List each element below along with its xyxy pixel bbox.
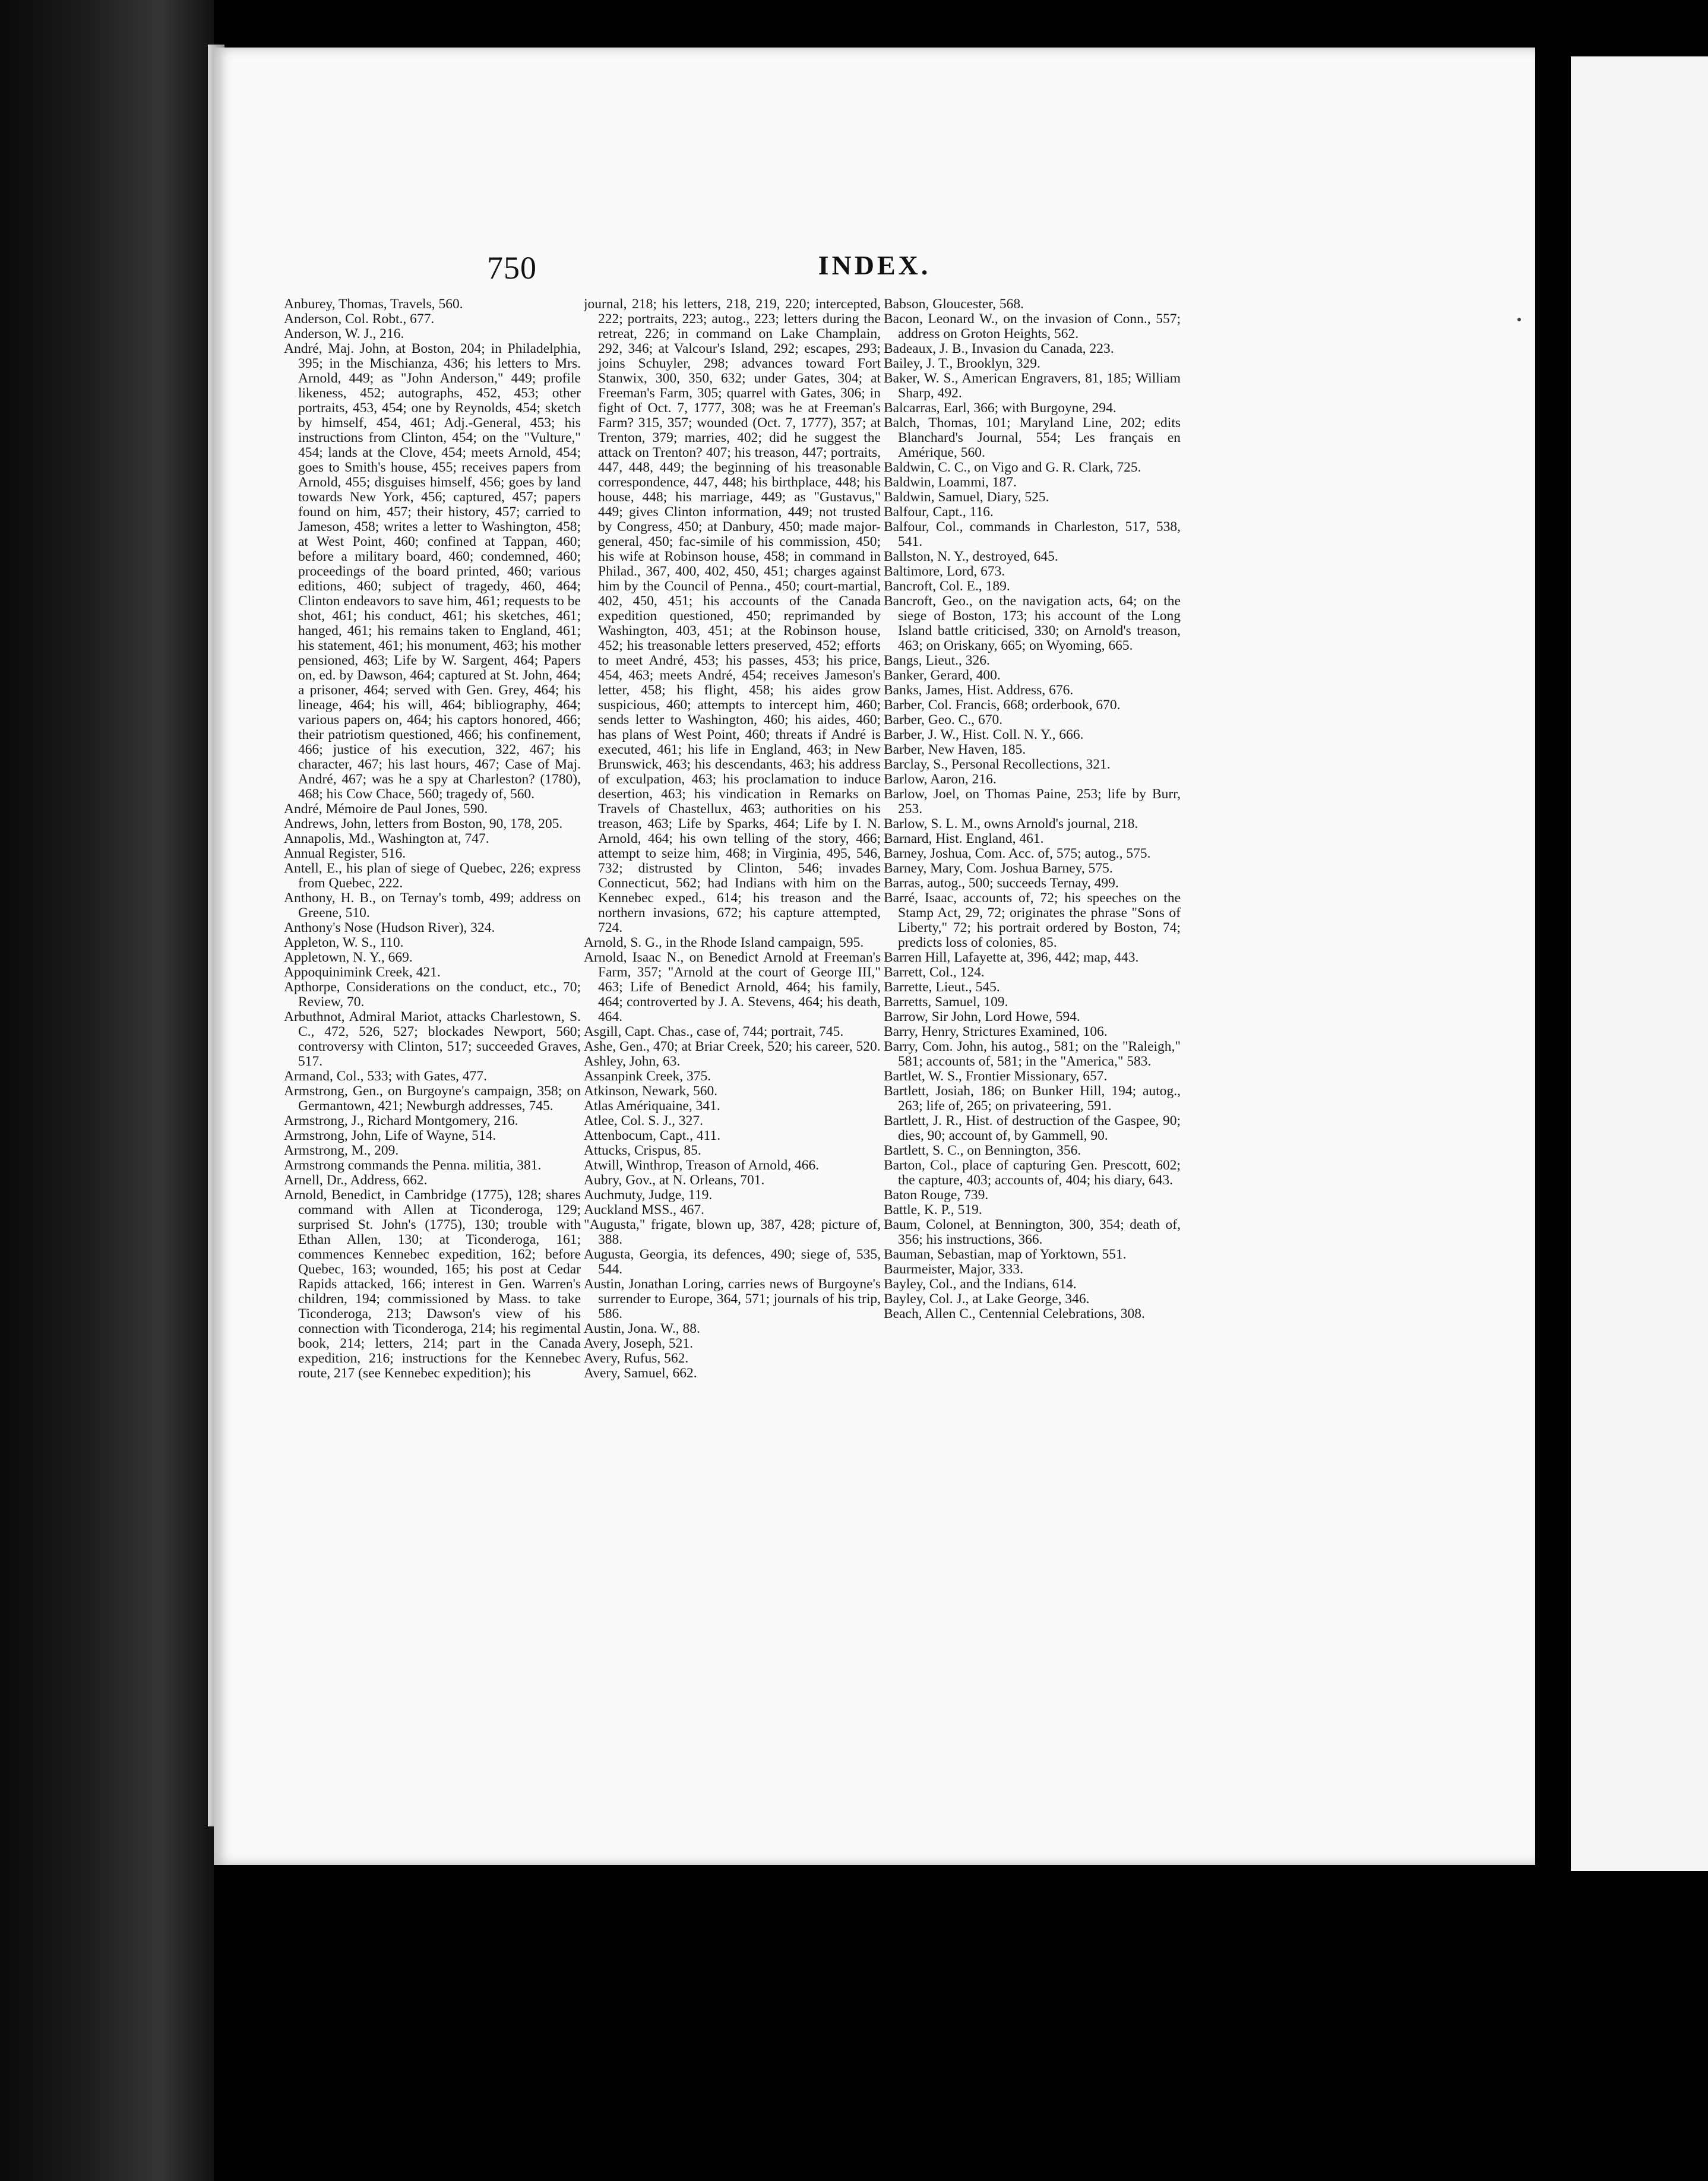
index-entry: Bauman, Sebastian, map of Yorktown, 551. xyxy=(884,1247,1127,1262)
index-entry: André, Mémoire de Paul Jones, 590. xyxy=(284,801,488,817)
index-entry: Attucks, Crispus, 85. xyxy=(584,1143,701,1158)
index-entry: Barber, Col. Francis, 668; orderbook, 670. xyxy=(884,697,1121,713)
index-entry: Bartlet, W. S., Frontier Missionary, 657. xyxy=(884,1069,1108,1084)
index-entry: Apthorpe, Considerations on the conduct, etc., 70; Review, 70. xyxy=(284,979,581,1010)
index-entry: Austin, Jona. W., 88. xyxy=(584,1321,700,1336)
index-entry: Baltimore, Lord, 673. xyxy=(884,564,1005,579)
index-entry: Balfour, Capt., 116. xyxy=(884,504,994,520)
index-entry: Appletown, N. Y., 669. xyxy=(284,950,413,965)
index-entry: Barton, Col., place of capturing Gen. Prescott, 602; the capture, 403; accounts of, 404; his diary, 643. xyxy=(884,1158,1181,1188)
index-entry: Atkinson, Newark, 560. xyxy=(584,1083,718,1099)
index-entry: Arnold, Isaac N., on Benedict Arnold at Freeman's Farm, 357; "Arnold at the court of George III," 463; Life of Benedict Arnold, 464; his family, 464; controverted by J. A. Stevens, 464; his death, 464. xyxy=(584,950,881,1025)
index-entry: Armstrong, Gen., on Burgoyne's campaign, 358; on Germantown, 421; Newburgh addresses, 745. xyxy=(284,1083,581,1114)
index-entry: Avery, Samuel, 662. xyxy=(584,1366,697,1381)
index-entry: Bailey, J. T., Brooklyn, 329. xyxy=(884,356,1040,371)
index-entry: Asgill, Capt. Chas., case of, 744; portrait, 745. xyxy=(584,1024,844,1039)
index-entry: Avery, Joseph, 521. xyxy=(584,1336,694,1351)
index-entry: Balfour, Col., commands in Charleston, 517, 538, 541. xyxy=(884,519,1181,549)
index-entry: Bayley, Col., and the Indians, 614. xyxy=(884,1276,1077,1292)
index-entry: Baum, Colonel, at Bennington, 300, 354; death of, 356; his instructions, 366. xyxy=(884,1217,1181,1247)
index-entry: Avery, Rufus, 562. xyxy=(584,1351,689,1366)
index-entry: Arnold, Benedict, in Cambridge (1775), 128; shares command with Allen at Ticonderoga, 129; surprised St. John's (1775), 130; trouble with Ethan Allen, 130; at Ticonderoga, 161; commences Kennebec expedition, 162; before Quebec, 163; wounded, 165; his post at Cedar Rapids attacked, 166; interest in Gen. Warren's children, 194; commissioned by Mass. to take Ticonderoga, 213; Dawson's view of his connection with Ticonderoga, 214; his regimental book, 214; letters, 214; part in the Canada expedition, 216; instructions for the Kennebec route, 217 (see Kennebec expedition); his xyxy=(284,1187,581,1381)
index-column-1 xyxy=(284,297,581,1794)
index-entry: Bangs, Lieut., 326. xyxy=(884,653,990,668)
index-entry: Antell, E., his plan of siege of Quebec, 226; express from Quebec, 222. xyxy=(284,861,581,891)
index-entry: Barney, Mary, Com. Joshua Barney, 575. xyxy=(884,861,1113,876)
index-entry: Appoquinimink Creek, 421. xyxy=(284,965,441,980)
index-entry: Armstrong commands the Penna. militia, 381. xyxy=(284,1158,542,1173)
ink-dot xyxy=(1517,318,1521,321)
index-entry: Baldwin, C. C., on Vigo and G. R. Clark, 725. xyxy=(884,460,1141,475)
index-entry: Atlee, Col. S. J., 327. xyxy=(584,1113,704,1129)
index-entry: Barry, Henry, Strictures Examined, 106. xyxy=(884,1024,1108,1039)
index-entry: Bancroft, Col. E., 189. xyxy=(884,579,1010,594)
index-entry: Augusta, Georgia, its defences, 490; siege of, 535, 544. xyxy=(584,1247,881,1277)
index-entry: Barren Hill, Lafayette at, 396, 442; map, 443. xyxy=(884,950,1139,965)
index-entry: Bartlett, S. C., on Bennington, 356. xyxy=(884,1143,1081,1158)
index-entry: Balcarras, Earl, 366; with Burgoyne, 294. xyxy=(884,400,1116,416)
book-gutter xyxy=(1535,48,1571,1889)
index-entry: Atlas Amériquaine, 341. xyxy=(584,1098,720,1114)
index-entry: Andrews, John, letters from Boston, 90, 178, 205. xyxy=(284,816,563,832)
index-entry: Babson, Gloucester, 568. xyxy=(884,297,1024,312)
index-entry: Barnard, Hist. England, 461. xyxy=(884,831,1044,846)
index-entry: Arnold, S. G., in the Rhode Island campaign, 595. xyxy=(584,935,864,950)
index-entry: Battle, K. P., 519. xyxy=(884,1202,982,1218)
scanner-binding-shadow xyxy=(0,0,214,2181)
index-entry: Assanpink Creek, 375. xyxy=(584,1069,711,1084)
index-entry: Ashe, Gen., 470; at Briar Creek, 520; his career, 520. xyxy=(584,1039,881,1054)
index-entry: Appleton, W. S., 110. xyxy=(284,935,404,950)
index-entry: Barrett, Col., 124. xyxy=(884,965,985,980)
index-entry: Barney, Joshua, Com. Acc. of, 575; autog., 575. xyxy=(884,846,1151,861)
index-entry: Barber, Geo. C., 670. xyxy=(884,712,1003,728)
index-entry: Auchmuty, Judge, 119. xyxy=(584,1187,713,1203)
index-entry: Armand, Col., 533; with Gates, 477. xyxy=(284,1069,488,1084)
index-entry: Annapolis, Md., Washington at, 747. xyxy=(284,831,489,846)
index-entry: Bayley, Col. J., at Lake George, 346. xyxy=(884,1291,1090,1307)
index-entry: Barlow, S. L. M., owns Arnold's journal, 218. xyxy=(884,816,1138,832)
index-entry: Arbuthnot, Admiral Mariot, attacks Charlestown, S. C., 472, 526, 527; blockades Newport, 560; controversy with Clinton, 517; succeeded Graves, 517. xyxy=(284,1009,581,1069)
index-entry: Barry, Com. John, his autog., 581; on the "Raleigh," 581; accounts of, 581; in the "America," 583. xyxy=(884,1039,1181,1069)
index-entry: Barber, J. W., Hist. Coll. N. Y., 666. xyxy=(884,727,1084,742)
index-entry: Barber, New Haven, 185. xyxy=(884,742,1026,757)
index-entry: Balch, Thomas, 101; Maryland Line, 202; edits Blanchard's Journal, 554; Les français en Amérique, 560. xyxy=(884,415,1181,460)
index-entry: Armstrong, J., Richard Montgomery, 216. xyxy=(284,1113,518,1129)
index-entry: Baurmeister, Major, 333. xyxy=(884,1262,1024,1277)
index-entry: Atwill, Winthrop, Treason of Arnold, 466. xyxy=(584,1158,820,1173)
index-entry: Barrow, Sir John, Lord Howe, 594. xyxy=(884,1009,1080,1025)
index-entry: Anburey, Thomas, Travels, 560. xyxy=(284,297,463,312)
index-entry: Banker, Gerard, 400. xyxy=(884,668,1001,683)
index-entry: Barlow, Aaron, 216. xyxy=(884,772,997,787)
index-entry: Armstrong, John, Life of Wayne, 514. xyxy=(284,1128,496,1143)
index-entry: "Augusta," frigate, blown up, 387, 428; picture of, 388. xyxy=(584,1217,881,1247)
index-entry: Beach, Allen C., Centennial Celebrations, 308. xyxy=(884,1306,1145,1322)
index-entry: Barrette, Lieut., 545. xyxy=(884,979,1000,995)
index-entry: Auckland MSS., 467. xyxy=(584,1202,705,1218)
index-entry: Anderson, W. J., 216. xyxy=(284,326,404,342)
index-entry: Ashley, John, 63. xyxy=(584,1054,681,1069)
index-entry: Austin, Jonathan Loring, carries news of Burgoyne's surrender to Europe, 364, 571; journals of his trip, 586. xyxy=(584,1276,881,1322)
index-entry: Baton Rouge, 739. xyxy=(884,1187,989,1203)
index-entry: Baker, W. S., American Engravers, 81, 185; William Sharp, 492. xyxy=(884,371,1181,401)
index-entry: Bancroft, Geo., on the navigation acts, 64; on the siege of Boston, 173; his account of the Long Island battle criticised, 330; on Arnold's treason, 463; on Oriskany, 665; on Wyoming, 665. xyxy=(884,593,1181,653)
index-entry: Bacon, Leonard W., on the invasion of Conn., 557; address on Groton Heights, 562. xyxy=(884,311,1181,342)
index-entry: Barlow, Joel, on Thomas Paine, 253; life by Burr, 253. xyxy=(884,786,1181,817)
index-column-2 xyxy=(584,297,881,1794)
index-entry: Anthony, H. B., on Ternay's tomb, 499; address on Greene, 510. xyxy=(284,890,581,921)
index-entry: Annual Register, 516. xyxy=(284,846,406,861)
index-entry: Armstrong, M., 209. xyxy=(284,1143,399,1158)
index-entry: Bartlett, Josiah, 186; on Bunker Hill, 194; autog., 263; life of, 265; on privateering, 591. xyxy=(884,1083,1181,1114)
page-number: 750 xyxy=(487,250,537,286)
index-entry: Barras, autog., 500; succeeds Ternay, 499. xyxy=(884,875,1119,891)
index-entry: Barretts, Samuel, 109. xyxy=(884,994,1008,1010)
index-entry: Arnell, Dr., Address, 662. xyxy=(284,1172,428,1188)
running-head: INDEX. xyxy=(818,250,931,280)
index-entry: Banks, James, Hist. Address, 676. xyxy=(884,682,1074,698)
index-entry: Bartlett, J. R., Hist. of destruction of the Gaspee, 90; dies, 90; account of, by Gammell, 90. xyxy=(884,1113,1181,1143)
index-entry: journal, 218; his letters, 218, 219, 220; intercepted, 222; portraits, 223; autog., 223; letters during the retreat, 226; in command on Lake Champlain, 292, 346; at Valcour's Island, 292; escapes, 293; joins Schuyler, 298; advances toward Fort Stanwix, 300, 350, 632; under Gates, 304; at Freeman's Farm, 305; quarrel with Gates, 306; in fight of Oct. 7, 1777, 308; was he at Freeman's Farm? 315, 357; wounded (Oct. 7, 1777), 357; at Trenton, 379; marries, 402; did he suggest the attack on Trenton? 407; his treason, 447; portraits, 447, 448, 449; the beginning of his treasonable correspondence, 447, 448; his birthplace, 448; his house, 448; his marriage, 449; as "Gustavus," 449; gives Clinton information, 449; not trusted by Congress, 450; at Danbury, 450; made major-general, 450; fac-simile of his commission, 450; his wife at Robinson house, 458; in command in Philad., 367, 400, 402, 450, 451; charges against him by the Council of Penna., 450; court-martial, 402, 450, 451; his accounts of the Canada expedition questioned, 450; reprimanded by Washington, 403, 451; at the Robinson house, 452; his treasonable letters preserved, 452; efforts to meet André, 453; his passes, 453; his price, 454, 463; meets André, 454; receives Jameson's letter, 458; his flight, 458; his aides grow suspicious, 460; attempts to intercept him, 460; sends letter to Washington, 460; his aides, 460; has plans of West Point, 460; threats if André is executed, 461; his life in England, 463; in New Brunswick, 463; his descendants, 463; his address of exculpation, 463; his proclamation to induce desertion, 463; his vindication in Remarks on Travels of Chastellux, 463; authorities on his treason, 463; Life by Sparks, 464; Life by I. N. Arnold, 464; his own telling of the story, 466; attempt to seize him, 468; in Virginia, 495, 546, 732; distrusted by Clinton, 546; invades Connecticut, 562; had Indians with him on the Kennebec exped., 614; his treason and the northern invasions, 672; his capture attempted, 724. xyxy=(584,297,881,935)
page-header xyxy=(214,249,1535,297)
facing-page xyxy=(1571,56,1708,1871)
index-column-3 xyxy=(884,297,1181,1794)
index-entry: Barré, Isaac, accounts of, 72; his speeches on the Stamp Act, 29, 72; originates the phrase "Sons of Liberty," 72; his portrait ordered by Boston, 74; predicts loss of colonies, 85. xyxy=(884,890,1181,950)
index-entry: Anthony's Nose (Hudson River), 324. xyxy=(284,920,495,935)
index-entry: Aubry, Gov., at N. Orleans, 701. xyxy=(584,1172,765,1188)
index-entry: André, Maj. John, at Boston, 204; in Philadelphia, 395; in the Mischianza, 436; his letters to Mrs. Arnold, 449; as "John Anderson," 449; profile likeness, 452; autographs, 452, 453; other portraits, 453, 454; one by Reynolds, 454; sketch by himself, 454, 461; Adj.-General, 453; his instructions from Clinton, 454; on the "Vulture," 454; lands at the Clove, 454; meets Arnold, 454; goes to Smith's house, 455; receives papers from Arnold, 455; disguises himself, 456; goes by land towards New York, 456; captured, 457; papers found on him, 457; their history, 457; carried to Jameson, 458; writes a letter to Washington, 458; at West Point, 460; confined at Tappan, 460; before a military board, 460; condemned, 460; proceedings of the board printed, 460; various editions, 460; subject of tragedy, 460, 464; Clinton endeavors to save him, 461; requests to be shot, 461; his conduct, 461; his sketches, 461; hanged, 461; his remains taken to England, 461; his statement, 461; his monument, 463; his mother pensioned, 463; Life by W. Sargent, 464; Papers on, ed. by Dawson, 464; captured at St. John, 464; a prisoner, 464; served with Gen. Grey, 464; his lineage, 464; his will, 464; bibliography, 464; various papers on, 464; his captors honored, 466; their patriotism questioned, 466; his confinement, 466; justice of his execution, 322, 467; his character, 467; his last hours, 467; Case of Maj. André, 467; was he a spy at Charleston? (1780), 468; his Cow Chace, 560; tragedy of, 560. xyxy=(284,341,581,802)
index-columns xyxy=(284,297,1436,1794)
index-entry: Anderson, Col. Robt., 677. xyxy=(284,311,435,327)
index-entry: Baldwin, Loammi, 187. xyxy=(884,475,1017,490)
index-entry: Ballston, N. Y., destroyed, 645. xyxy=(884,549,1058,564)
index-entry: Barclay, S., Personal Recollections, 321. xyxy=(884,757,1111,772)
index-entry: Baldwin, Samuel, Diary, 525. xyxy=(884,489,1049,505)
index-entry: Attenbocum, Capt., 411. xyxy=(584,1128,721,1143)
index-entry: Badeaux, J. B., Invasion du Canada, 223. xyxy=(884,341,1114,356)
